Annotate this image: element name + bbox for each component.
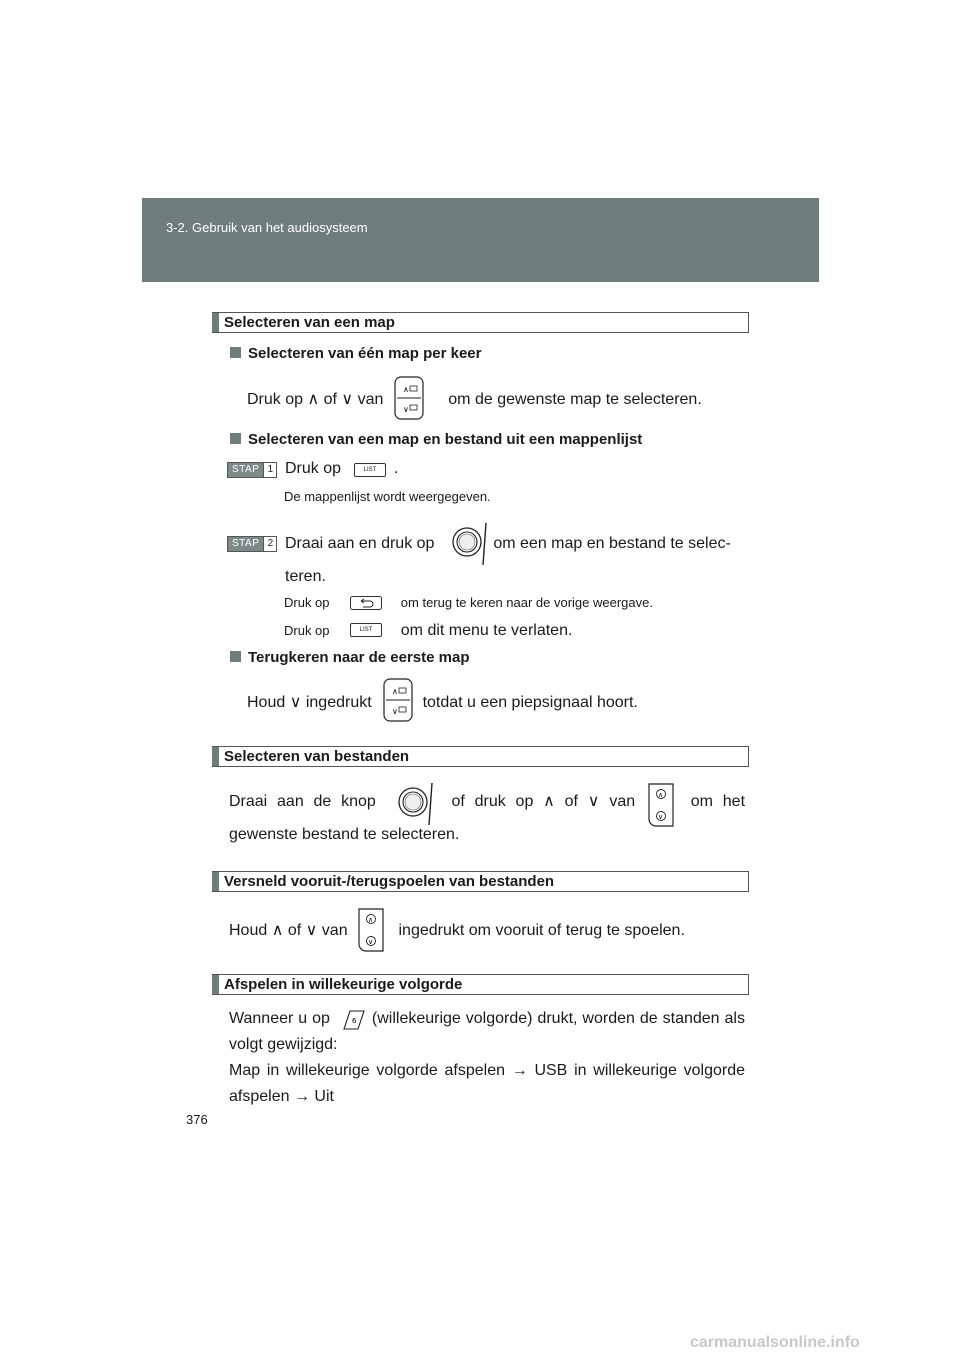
svg-text:∧: ∧ xyxy=(392,687,398,696)
section-heading-random xyxy=(212,974,749,995)
tune-select-knob-icon xyxy=(396,782,436,826)
svg-text:∨: ∨ xyxy=(403,405,409,414)
step2-text: Draai aan en druk op om een map en bestand te selec- xyxy=(285,535,731,552)
section-heading-files xyxy=(212,746,749,767)
ffwd-text: Houd ∧ of ∨ van ingedrukt om vooruit of terug te spoelen. xyxy=(229,922,685,939)
list-button-icon: LIST xyxy=(350,623,382,637)
back-button-icon xyxy=(350,596,382,610)
folder-up-down-button-icon xyxy=(394,376,424,420)
subheading-folder-list: Selecteren van een map en bestand uit een mappenlijst xyxy=(230,431,642,448)
svg-text:∧: ∧ xyxy=(403,385,409,394)
section-heading-folder xyxy=(212,312,749,333)
svg-text:∨: ∨ xyxy=(368,938,374,946)
section-title: Selecteren van een map xyxy=(224,314,395,331)
note-exit: Druk op om dit menu te verlaten. xyxy=(284,622,573,639)
instruction-line: Druk op ∧ of ∨ van om de gewenste map te selecteren. xyxy=(247,391,702,408)
svg-text:∧: ∧ xyxy=(368,916,374,924)
square-bullet-icon xyxy=(230,347,241,358)
section-title: Afspelen in willekeurige volgorde xyxy=(224,976,463,993)
list-button-icon: LIST xyxy=(354,463,386,477)
chapter-header xyxy=(142,198,819,282)
svg-text:∧: ∧ xyxy=(658,791,664,799)
seek-track-button-icon xyxy=(646,782,676,828)
section-title: Versneld vooruit-/terugspoelen van bestanden xyxy=(224,873,555,890)
subheading-one-folder: Selecteren van één map per keer xyxy=(230,345,481,362)
svg-text:∨: ∨ xyxy=(392,707,398,716)
square-bullet-icon xyxy=(230,651,241,662)
tune-select-knob-icon xyxy=(450,522,490,566)
step-badge-2: STAP 2 xyxy=(227,536,277,552)
instruction-line: Houd ∨ ingedrukt totdat u een piepsignaal hoort. xyxy=(247,694,638,711)
svg-text:∨: ∨ xyxy=(658,813,664,821)
watermark: carmanualsonline.info xyxy=(690,1334,860,1351)
folder-up-down-button-icon xyxy=(383,678,413,722)
step1-note: De mappenlijst wordt weergegeven. xyxy=(284,489,491,504)
preset-6-button-icon xyxy=(343,1010,365,1030)
random-text: Wanneer u op (willekeurige volgorde) drukt, worden de standen als volgt gewijzigd: Map in willekeurige volgorde afspelen → USB in willekeurige volgorde afspelen → Uit xyxy=(229,1010,745,1105)
files-text-line1: Draai aan de knop of druk op ∧ of ∨ van om het xyxy=(229,793,746,810)
step2-text-cont: teren. xyxy=(285,568,326,585)
square-bullet-icon xyxy=(230,433,241,444)
svg-text:6: 6 xyxy=(352,1017,357,1025)
note-back: Druk op om terug te keren naar de vorige weergave. xyxy=(284,595,653,610)
seek-track-button-icon xyxy=(356,907,386,953)
step1-text: Druk op . xyxy=(285,460,399,477)
page-number: 376 xyxy=(186,1112,208,1127)
section-title: Selecteren van bestanden xyxy=(224,748,410,765)
chapter-title: 3-2. Gebruik van het audiosysteem xyxy=(166,220,368,235)
subheading-first-folder: Terugkeren naar de eerste map xyxy=(230,649,469,666)
step-badge-1: STAP 1 xyxy=(227,462,277,478)
section-heading-ffwd xyxy=(212,871,749,892)
files-text-line2: gewenste bestand te selecteren. xyxy=(229,826,460,843)
